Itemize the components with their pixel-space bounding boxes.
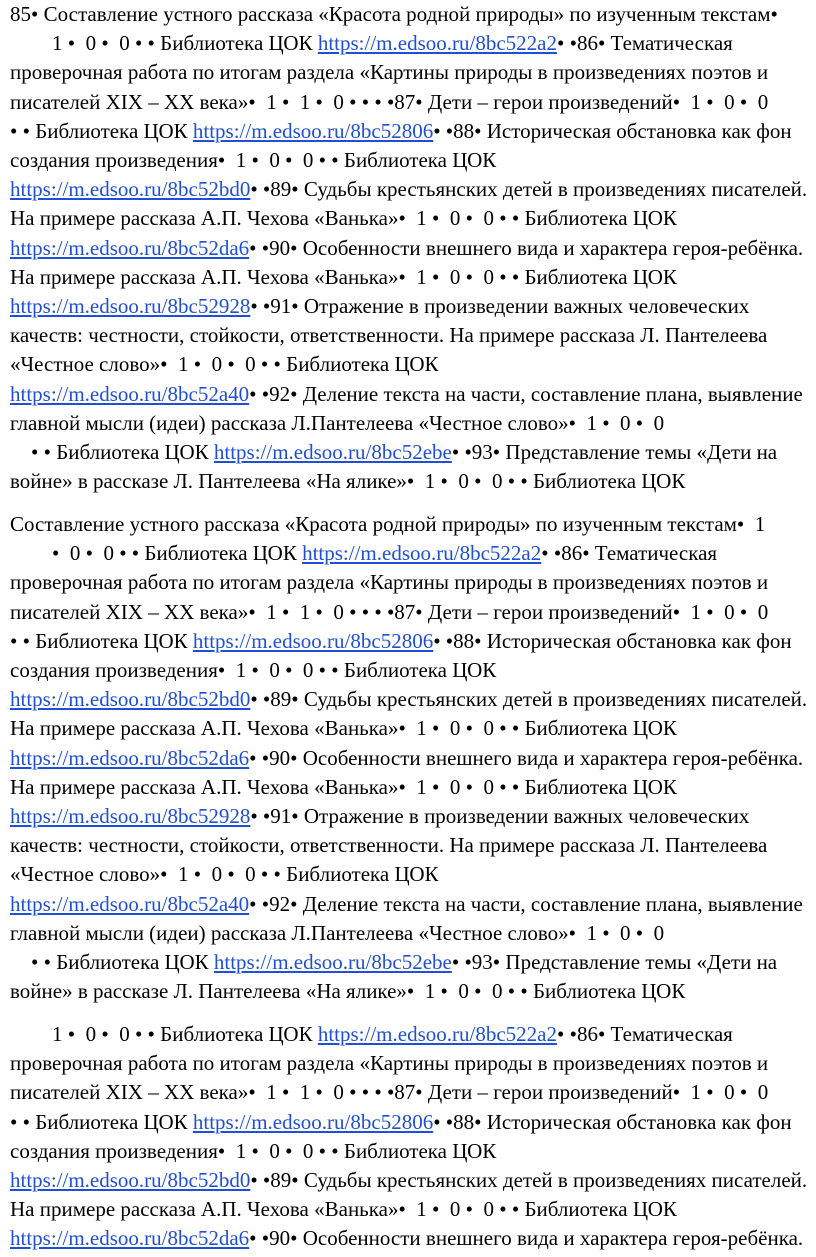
text-run: • 0 • 0 • • Библиотека ЦОК (10, 541, 303, 566)
text-run: • • Библиотека ЦОК (10, 118, 193, 143)
text-line (10, 352, 439, 376)
text-line (10, 658, 496, 682)
text-line (10, 804, 749, 828)
resource-link[interactable]: https://m.edsoo.ru/8bc52bd0 (10, 1168, 251, 1192)
text-run: создания произведения• 1 • 0 • 0 • • Библиотека ЦОК (10, 148, 497, 172)
text-line (10, 60, 768, 84)
text-line (10, 1022, 733, 1046)
text-line (10, 921, 664, 945)
resource-link[interactable]: https://m.edsoo.ru/8bc52a40 (10, 891, 250, 916)
text-line (10, 629, 792, 653)
resource-link[interactable]: https://m.edsoo.ru/8bc522a2 (302, 541, 542, 566)
text-line (10, 1226, 803, 1250)
text-run: • •89• Судьбы крестьянских детей в произведениях писателей. (250, 687, 808, 712)
text-run: • •90• Особенности внешнего вида и характера героя-ребёнка. (249, 235, 804, 260)
text-line (10, 90, 768, 114)
text-run: создания произведения• 1 • 0 • 0 • • Библиотека ЦОК (10, 1138, 497, 1163)
text-run: • •92• Деление текста на части, составление плана, выявление (249, 891, 803, 916)
text-line (10, 236, 803, 260)
text-line (10, 862, 439, 886)
text-run: • •88• Историческая обстановка как фон (433, 1109, 792, 1134)
resource-link[interactable]: https://m.edsoo.ru/8bc52806 (192, 628, 434, 653)
resource-link[interactable]: https://m.edsoo.ru/8bc52ebe (213, 950, 452, 974)
text-run: главной мысли (идеи) рассказа Л.Пантелеева «Честное слово»• 1 • 0 • 0 (10, 920, 665, 945)
text-run: На примере рассказа А.П. Чехова «Ванька»• 1 • 0 • 0 • • Библиотека ЦОК (10, 1197, 677, 1222)
text-line (10, 775, 677, 799)
resource-link[interactable]: https://m.edsoo.ru/8bc52806 (192, 118, 434, 143)
text-line (10, 716, 677, 740)
text-run: писателей ХIХ – ХХ века»• 1 • 1 • 0 • • • •87• Дети – герои произведений• 1 • 0 • 0 (10, 89, 769, 114)
text-run: На примере рассказа А.П. Чехова «Ванька»• 1 • 0 • 0 • • Библиотека ЦОК (10, 716, 677, 741)
text-run: На примере рассказа А.П. Чехова «Ванька»• 1 • 0 • 0 • • Библиотека ЦОК (10, 774, 677, 799)
text-line (10, 892, 803, 916)
text-run: проверочная работа по итогам раздела «Картины природы в произведениях поэтов и (10, 1051, 769, 1076)
text-line (10, 440, 777, 464)
text-run: • •86• Тематическая (556, 1022, 733, 1046)
text-run: войне» в рассказе Л. Пантелеева «На ялике»• 1 • 0 • 0 • • Библиотека ЦОК (10, 469, 686, 494)
text-line (10, 469, 685, 493)
resource-link[interactable]: https://m.edsoo.ru/8bc52da6 (10, 235, 250, 260)
resource-link[interactable]: https://m.edsoo.ru/8bc522a2 (317, 1022, 557, 1046)
text-run: «Честное слово»• 1 • 0 • 0 • • Библиотека ЦОК (10, 352, 439, 377)
text-line (10, 206, 677, 230)
text-run: • •86• Тематическая (556, 31, 733, 56)
text-run: • •88• Историческая обстановка как фон (433, 628, 792, 653)
text-line (10, 411, 664, 435)
resource-link[interactable]: https://m.edsoo.ru/8bc52806 (192, 1109, 434, 1134)
text-run: писателей ХIХ – ХХ века»• 1 • 1 • 0 • • • •87• Дети – герои произведений• 1 • 0 • 0 (10, 599, 769, 624)
text-run: качеств: честности, стойкости, ответственности. На примере рассказа Л. Пантелеева (10, 833, 768, 858)
text-run: «Честное слово»• 1 • 0 • 0 • • Библиотека ЦОК (10, 862, 439, 887)
text-run: Составление устного рассказа «Красота родной природы» по изученным текстам• 1 (10, 512, 766, 536)
text-run: • •89• Судьбы крестьянских детей в произведениях писателей. (250, 1168, 808, 1192)
text-run: • •92• Деление текста на части, составление плана, выявление (249, 381, 803, 406)
resource-link[interactable]: https://m.edsoo.ru/8bc522a2 (317, 31, 557, 56)
text-line (10, 687, 807, 711)
text-line (10, 512, 765, 536)
resource-link[interactable]: https://m.edsoo.ru/8bc52bd0 (10, 177, 251, 202)
text-run: 1 • 0 • 0 • • Библиотека ЦОК (10, 1022, 318, 1046)
text-run: • • Библиотека ЦОК (10, 440, 214, 464)
text-run: • •89• Судьбы крестьянских детей в произведениях писателей. (250, 177, 808, 202)
text-line (10, 265, 677, 289)
text-line (10, 382, 803, 406)
text-line (10, 833, 767, 857)
text-line (10, 1168, 807, 1192)
text-line (10, 570, 768, 594)
text-line (10, 1051, 768, 1075)
text-line (10, 31, 733, 55)
text-run: качеств: честности, стойкости, ответственности. На примере рассказа Л. Пантелеева (10, 323, 768, 348)
text-line (10, 541, 717, 565)
text-run: 1 • 0 • 0 • • Библиотека ЦОК (10, 31, 318, 56)
text-run: • •91• Отражение в произведении важных человеческих (250, 294, 750, 318)
text-run: главной мысли (идеи) рассказа Л.Пантелеева «Честное слово»• 1 • 0 • 0 (10, 410, 665, 435)
text-line (10, 1110, 792, 1134)
text-run: писателей ХIХ – ХХ века»• 1 • 1 • 0 • • • •87• Дети – герои произведений• 1 • 0 • 0 (10, 1080, 769, 1105)
text-line (10, 1080, 768, 1104)
text-line (10, 1139, 496, 1163)
text-line (10, 323, 767, 347)
text-line (10, 1197, 677, 1221)
text-run: На примере рассказа А.П. Чехова «Ванька»• 1 • 0 • 0 • • Библиотека ЦОК (10, 206, 677, 231)
text-line (10, 2, 778, 26)
text-run: проверочная работа по итогам раздела «Картины природы в произведениях поэтов и (10, 60, 769, 85)
resource-link[interactable]: https://m.edsoo.ru/8bc52bd0 (10, 687, 251, 712)
text-run: На примере рассказа А.П. Чехова «Ванька»• 1 • 0 • 0 • • Библиотека ЦОК (10, 264, 677, 289)
text-run: проверочная работа по итогам раздела «Картины природы в произведениях поэтов и (10, 570, 769, 595)
text-run: создания произведения• 1 • 0 • 0 • • Библиотека ЦОК (10, 658, 497, 682)
text-run: • • Библиотека ЦОК (10, 950, 214, 974)
text-line (10, 600, 768, 624)
text-run: войне» в рассказе Л. Пантелеева «На ялике»• 1 • 0 • 0 • • Библиотека ЦОК (10, 979, 686, 1004)
text-run: • •86• Тематическая (541, 541, 718, 566)
resource-link[interactable]: https://m.edsoo.ru/8bc52ebe (213, 440, 452, 464)
text-line (10, 294, 749, 318)
resource-link[interactable]: https://m.edsoo.ru/8bc52928 (10, 294, 251, 318)
text-line (10, 950, 777, 974)
text-line (10, 119, 792, 143)
text-run: • • Библиотека ЦОК (10, 628, 193, 653)
text-run: • •93• Представление темы «Дети на (451, 440, 778, 464)
resource-link[interactable]: https://m.edsoo.ru/8bc52da6 (10, 1226, 250, 1251)
resource-link[interactable]: https://m.edsoo.ru/8bc52928 (10, 804, 251, 828)
resource-link[interactable]: https://m.edsoo.ru/8bc52da6 (10, 745, 250, 770)
resource-link[interactable]: https://m.edsoo.ru/8bc52a40 (10, 381, 250, 406)
text-run: • •90• Особенности внешнего вида и характера героя-ребёнка. (249, 1226, 804, 1251)
text-run: 85• Составление устного рассказа «Красота родной природы» по изученным текстам• (10, 2, 778, 26)
text-line (10, 148, 496, 172)
text-line (10, 746, 803, 770)
text-run: • •93• Представление темы «Дети на (451, 950, 778, 974)
text-line (10, 979, 685, 1003)
text-line (10, 177, 807, 201)
text-run: • •91• Отражение в произведении важных человеческих (250, 804, 750, 828)
text-run: • • Библиотека ЦОК (10, 1109, 193, 1134)
text-run: • •88• Историческая обстановка как фон (433, 118, 792, 143)
text-run: • •90• Особенности внешнего вида и характера героя-ребёнка. (249, 745, 804, 770)
